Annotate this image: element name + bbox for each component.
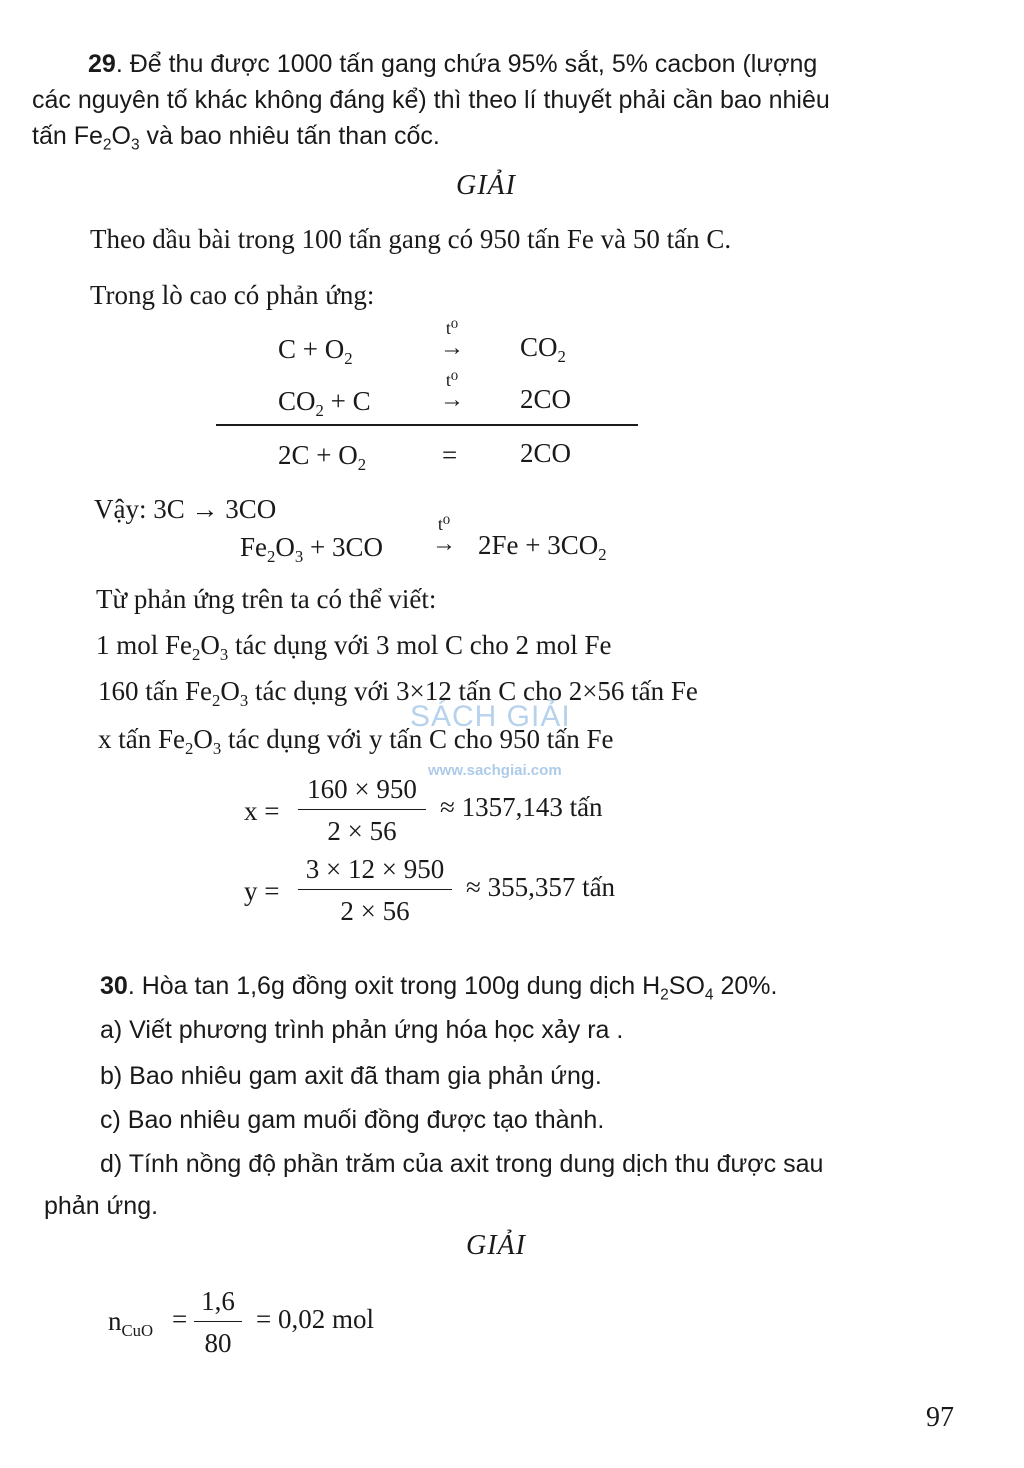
y-result: ≈ 355,357 tấn <box>466 872 616 902</box>
problem-29-line-1: 29. Để thu được 1000 tấn gang chứa 95% sắt, 5% cacbon (lượng <box>88 50 818 78</box>
sol29-line-6: x tấn $Fe_2O_3$ tác dụng với y tấn C cho 950 tấn Fe <box>98 724 614 758</box>
reaction-1-right: $CO_2$ <box>520 332 566 366</box>
sum-reaction-right: 2CO <box>520 438 572 468</box>
vay-line: Vậy: 3C → 3CO <box>94 494 277 524</box>
x-fraction <box>298 774 426 847</box>
n-cuo-equals: = <box>172 1304 188 1334</box>
sol29-line-1: Theo dầu bài trong 100 tấn gang có 950 tấn Fe và 50 tấn C. <box>90 224 732 254</box>
sol29-line-2: Trong lò cao có phản ứng: <box>90 280 375 310</box>
sum-reaction-left: $2C + O_2$ <box>278 440 367 474</box>
reaction-1-left: $C + O_2$ <box>278 334 353 368</box>
n-cuo-numerator: 1,6 <box>201 1286 235 1316</box>
x-label: x = <box>244 796 280 826</box>
problem-30-number: 30 <box>100 972 128 1000</box>
page-number: 97 <box>926 1402 954 1433</box>
n-cuo-fraction <box>194 1286 242 1359</box>
problem-29-line-2: các nguyên tố khác không đáng kể) thì theo lí thuyết phải cần bao nhiêu <box>32 86 830 114</box>
watermark-url: www.sachgiai.com <box>428 762 562 779</box>
problem-29-number: 29 <box>88 50 116 78</box>
reaction-2-left: $CO_2 + C$ <box>278 386 371 420</box>
problem-30-part-d-line-1: d) Tính nồng độ phần trăm của axit trong dung dịch thu được sau <box>100 1150 824 1178</box>
reaction-4-left: $Fe_2O_3 + 3CO$ <box>240 532 383 566</box>
reaction-2-right: 2CO <box>520 384 572 414</box>
heat-arrow: t⁰ → <box>432 514 456 557</box>
sol29-line-3: Từ phản ứng trên ta có thể viết: <box>96 584 437 614</box>
sol29-line-4: 1 mol $Fe_2O_3$ tác dụng với 3 mol C cho 2 mol Fe <box>96 630 612 664</box>
solution-heading-29: GIẢI <box>456 170 516 201</box>
x-result: ≈ 1357,143 tấn <box>440 792 603 822</box>
x-numerator: 160 × 950 <box>307 774 417 804</box>
y-label: y = <box>244 876 280 906</box>
sol29-line-5: 160 tấn $Fe_2O_3$ tác dụng với 3×12 tấn C cho 2×56 tấn Fe <box>98 676 698 710</box>
y-numerator: 3 × 12 × 950 <box>305 854 445 884</box>
sum-rule <box>216 424 638 426</box>
solution-heading-30: GIẢI <box>466 1230 526 1261</box>
problem-30-part-b: b) Bao nhiêu gam axit đã tham gia phản ứng. <box>100 1062 602 1090</box>
reaction-4-right: $2Fe + 3CO_2$ <box>478 530 607 564</box>
problem-30-intro: 30. Hòa tan 1,6g đồng oxit trong 100g dung dịch $H_2SO_4$ 20%. <box>100 972 778 1004</box>
x-denominator: 2 × 56 <box>327 816 397 846</box>
heat-arrow: t⁰ → <box>440 370 464 413</box>
problem-29-line-3: tấn $Fe_2O_3$ và bao nhiêu tấn than cốc. <box>32 122 440 154</box>
n-cuo-label: $n_{CuO}$ <box>108 1306 154 1340</box>
y-denominator: 2 × 56 <box>340 896 410 926</box>
sum-reaction-equals: = <box>442 440 458 470</box>
problem-30-part-a: a) Viết phương trình phản ứng hóa học xảy ra . <box>100 1016 624 1044</box>
problem-30-part-c: c) Bao nhiêu gam muối đồng được tạo thành. <box>100 1106 605 1134</box>
heat-arrow: t⁰ → <box>440 318 464 361</box>
y-fraction <box>298 854 452 927</box>
problem-30-part-d-line-2: phản ứng. <box>44 1192 159 1220</box>
n-cuo-result: = 0,02 mol <box>256 1304 374 1334</box>
n-cuo-denominator: 80 <box>204 1328 232 1358</box>
watermark-brand: SÁCH GIẢI <box>410 700 571 733</box>
